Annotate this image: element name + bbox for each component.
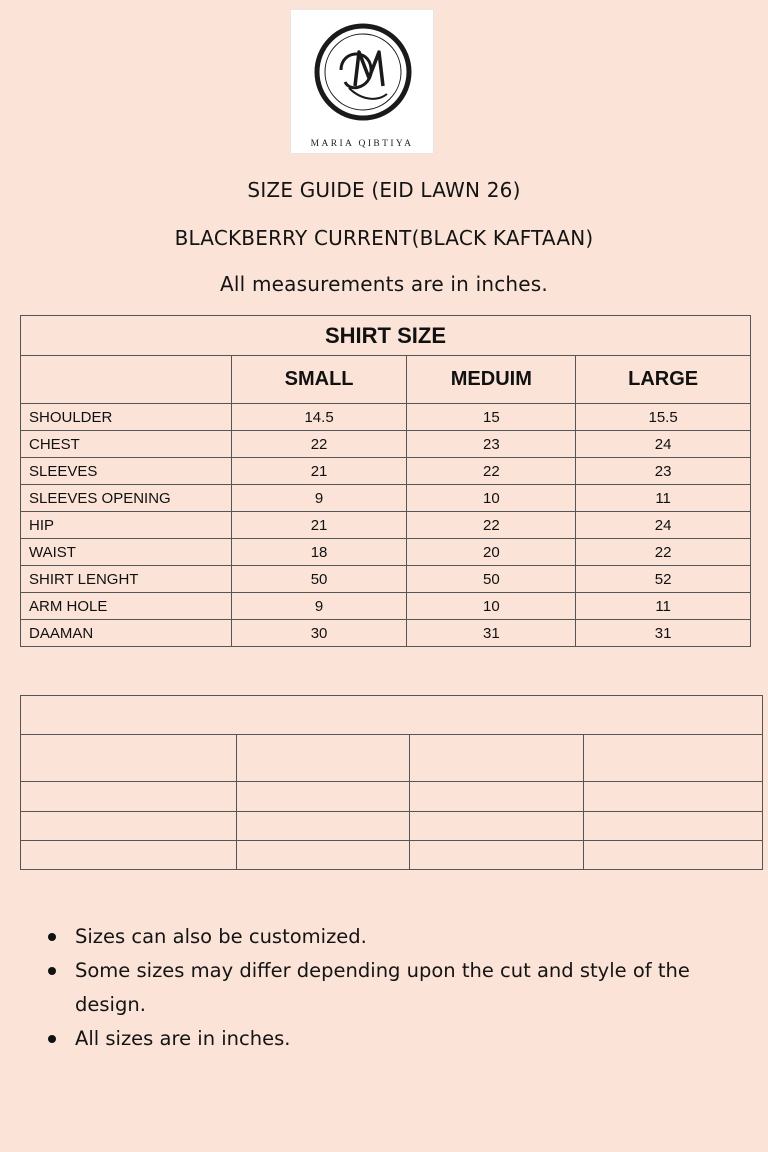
- measurement-value: 30: [231, 620, 407, 647]
- measurement-value: 23: [576, 458, 751, 485]
- measurement-value: 9: [231, 485, 407, 512]
- measurement-label: ARM HOLE: [21, 593, 232, 620]
- empty-cell: [21, 782, 237, 812]
- measurement-value: 24: [576, 512, 751, 539]
- logo-monogram-icon: [311, 22, 415, 132]
- bullet-icon: [48, 933, 56, 941]
- table-row: [21, 458, 751, 485]
- measurement-value: 11: [576, 593, 751, 620]
- note-text: Sizes can also be customized.: [75, 925, 367, 948]
- empty-cell: [584, 812, 763, 841]
- measurement-value: 22: [576, 539, 751, 566]
- table-row: [21, 404, 751, 431]
- empty-cell: [410, 735, 584, 782]
- measurement-value: 11: [576, 485, 751, 512]
- measurement-label: SLEEVES: [21, 458, 232, 485]
- table-row: [21, 566, 751, 593]
- empty-cell: [236, 812, 410, 841]
- measurement-value: 21: [231, 512, 407, 539]
- size-guide-title: SIZE GUIDE (EID LAWN 26): [247, 178, 521, 202]
- measurement-value: 50: [231, 566, 407, 593]
- list-item: [48, 920, 738, 954]
- measurement-value: 21: [231, 458, 407, 485]
- measurement-label: SHOULDER: [21, 404, 232, 431]
- empty-cell: [236, 782, 410, 812]
- empty-cell: [236, 735, 410, 782]
- measurement-value: 52: [576, 566, 751, 593]
- column-header-small: SMALL: [231, 356, 407, 404]
- empty-header-row: [21, 735, 763, 782]
- empty-cell: [21, 841, 237, 870]
- measurement-value: 15.5: [576, 404, 751, 431]
- empty-row: [21, 812, 763, 841]
- measurement-label: CHEST: [21, 431, 232, 458]
- shirt-size-table: [20, 315, 751, 647]
- column-header-medium: MEDUIM: [407, 356, 576, 404]
- empty-row: [21, 841, 763, 870]
- table-title-row: [21, 316, 751, 356]
- measurement-value: 22: [407, 512, 576, 539]
- measurement-label: DAAMAN: [21, 620, 232, 647]
- empty-cell: [236, 841, 410, 870]
- measurement-label: HIP: [21, 512, 232, 539]
- empty-cell: [21, 735, 237, 782]
- measurement-value: 24: [576, 431, 751, 458]
- table-row: [21, 539, 751, 566]
- measurement-label: SHIRT LENGHT: [21, 566, 232, 593]
- notes-list: [48, 920, 738, 1056]
- measurement-value: 31: [407, 620, 576, 647]
- measurement-value: 18: [231, 539, 407, 566]
- measurement-value: 10: [407, 485, 576, 512]
- table-row: [21, 431, 751, 458]
- column-header-blank: [21, 356, 232, 404]
- empty-cell: [410, 812, 584, 841]
- table-row: [21, 485, 751, 512]
- column-header-large: LARGE: [576, 356, 751, 404]
- empty-cell: [410, 782, 584, 812]
- measurement-value: 9: [231, 593, 407, 620]
- bullet-icon: [48, 1035, 56, 1043]
- table-header-row: [21, 356, 751, 404]
- empty-row: [21, 782, 763, 812]
- list-item: [48, 954, 738, 1022]
- measurement-value: 10: [407, 593, 576, 620]
- measurement-value: 20: [407, 539, 576, 566]
- table-row: [21, 512, 751, 539]
- units-note: All measurements are in inches.: [220, 272, 548, 296]
- empty-cell: [21, 812, 237, 841]
- measurement-value: 31: [576, 620, 751, 647]
- measurement-value: 22: [407, 458, 576, 485]
- measurement-label: SLEEVES OPENING: [21, 485, 232, 512]
- empty-size-table: [20, 695, 763, 870]
- table-row: [21, 593, 751, 620]
- measurement-value: 14.5: [231, 404, 407, 431]
- brand-logo: [290, 9, 434, 154]
- bullet-icon: [48, 967, 56, 975]
- empty-cell: [21, 696, 763, 735]
- measurement-value: 22: [231, 431, 407, 458]
- measurement-value: 15: [407, 404, 576, 431]
- brand-name: MARIA QIBTIYA: [310, 139, 414, 149]
- empty-cell: [584, 735, 763, 782]
- table-row: [21, 620, 751, 647]
- empty-cell: [410, 841, 584, 870]
- list-item: [48, 1022, 738, 1056]
- empty-title-row: [21, 696, 763, 735]
- measurement-value: 23: [407, 431, 576, 458]
- note-text: Some sizes may differ depending upon the cut and style of the design.: [75, 959, 690, 1016]
- note-text: All sizes are in inches.: [75, 1027, 291, 1050]
- table-title: SHIRT SIZE: [21, 316, 751, 356]
- empty-cell: [584, 841, 763, 870]
- product-name: BLACKBERRY CURRENT(BLACK KAFTAAN): [174, 226, 594, 250]
- measurement-label: WAIST: [21, 539, 232, 566]
- empty-cell: [584, 782, 763, 812]
- measurement-value: 50: [407, 566, 576, 593]
